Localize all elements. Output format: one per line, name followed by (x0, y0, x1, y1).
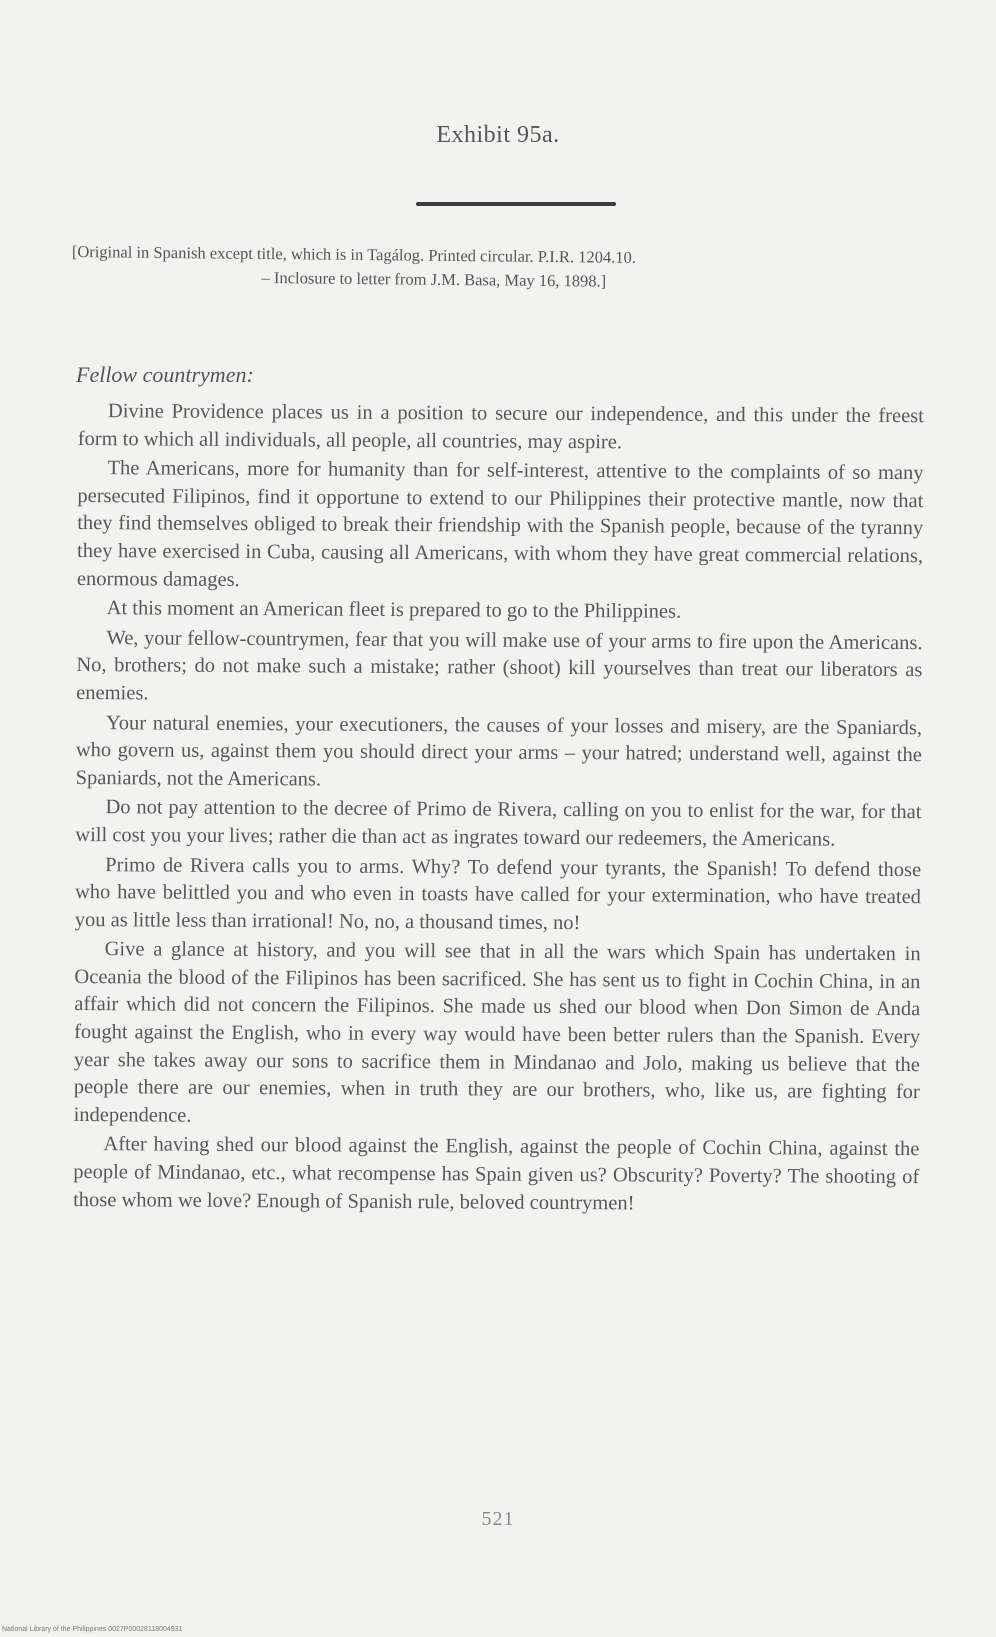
footer-credit: National Library of the Philippines 0027P00028118004931 (2, 1626, 183, 1633)
paragraph: After having shed our blood against the English, against the people of Cochin China, against the people of Mindanao, etc., what recompense has Spain given us? Obscurity? Poverty? The shooting of those whom we love? Enough of Spanish rule, beloved countrymen! (73, 1133, 920, 1215)
title-rule (416, 202, 616, 206)
paragraph: Your natural enemies, your executioners, the causes of your losses and misery, are the Spaniards, who govern us, against them you should direct your arms – your hatred; understand well, against the Spaniards, not the Americans. (75, 711, 923, 791)
exhibit-title: Exhibit 95a. (436, 122, 560, 148)
letter-body (73, 398, 924, 1221)
paragraph: Do not pay attention to the decree of Primo de Rivera, calling on you to enlist for the war, for that will cost you your lives; rather die than act as ingrates toward our redeemers, the Americans. (75, 796, 922, 851)
paragraph: Divine Providence places us in a position to secure our independence, and this under the freest form to which all individuals, all people, all countries, may aspire. (77, 400, 924, 453)
source-note-line-1: [Original in Spanish except title, which is in Tagálog. Printed circular. P.I.R. 1204.10. (71, 241, 636, 267)
paragraph: At this moment an American fleet is prepared to go to the Philippines. (106, 597, 682, 623)
paragraph: Primo de Rivera calls you to arms. Why? To defend your tyrants, the Spanish! To defend those who have belittled you and who even in toasts have called for your extermination, who have treated you as little less than irrational! No, no, a thousand times, no! (74, 853, 922, 934)
paragraph: We, your fellow-countrymen, fear that you will make use of your arms to fire upon the Americans. No, brothers; do not make such a mistake; rather (shoot) kill yourselves than treat our liberators as enemies. (76, 626, 923, 705)
page-number: 521 (481, 1508, 515, 1530)
paragraph: Give a glance at history, and you will see that in all the wars which Spain has undertaken in Oceania the blood of the Filipinos has been sacrificed. She has sent us to fight in Cochin China, in an affair which did not concern the Filipinos. She made us shed our blood when Don Simon de Anda fought against the English, who in every way would have been better rulers than the Spanish. Every year she takes away our sons to sacrifice them in Mindanao and Jolo, making us believe that the people there are our enemies, when in truth they are our brothers, who, like us, are fighting for independence. (73, 938, 921, 1127)
salutation: Fellow countrymen: (76, 362, 254, 387)
source-note (71, 240, 931, 297)
paragraph: The Americans, more for humanity than for self-interest, attentive to the complaints of so many persecuted Filipinos, find it opportune to extend to our Philippines their protective mantle, now that they find themselves obliged to break their friendship with the Spanish people, because of the tyranny they have exercised in Cuba, causing all Americans, with whom they have great commercial relations, enormous damages. (76, 457, 924, 591)
source-note-line-2: – Inclosure to letter from J.M. Basa, May 16, 1898.] (261, 267, 607, 291)
